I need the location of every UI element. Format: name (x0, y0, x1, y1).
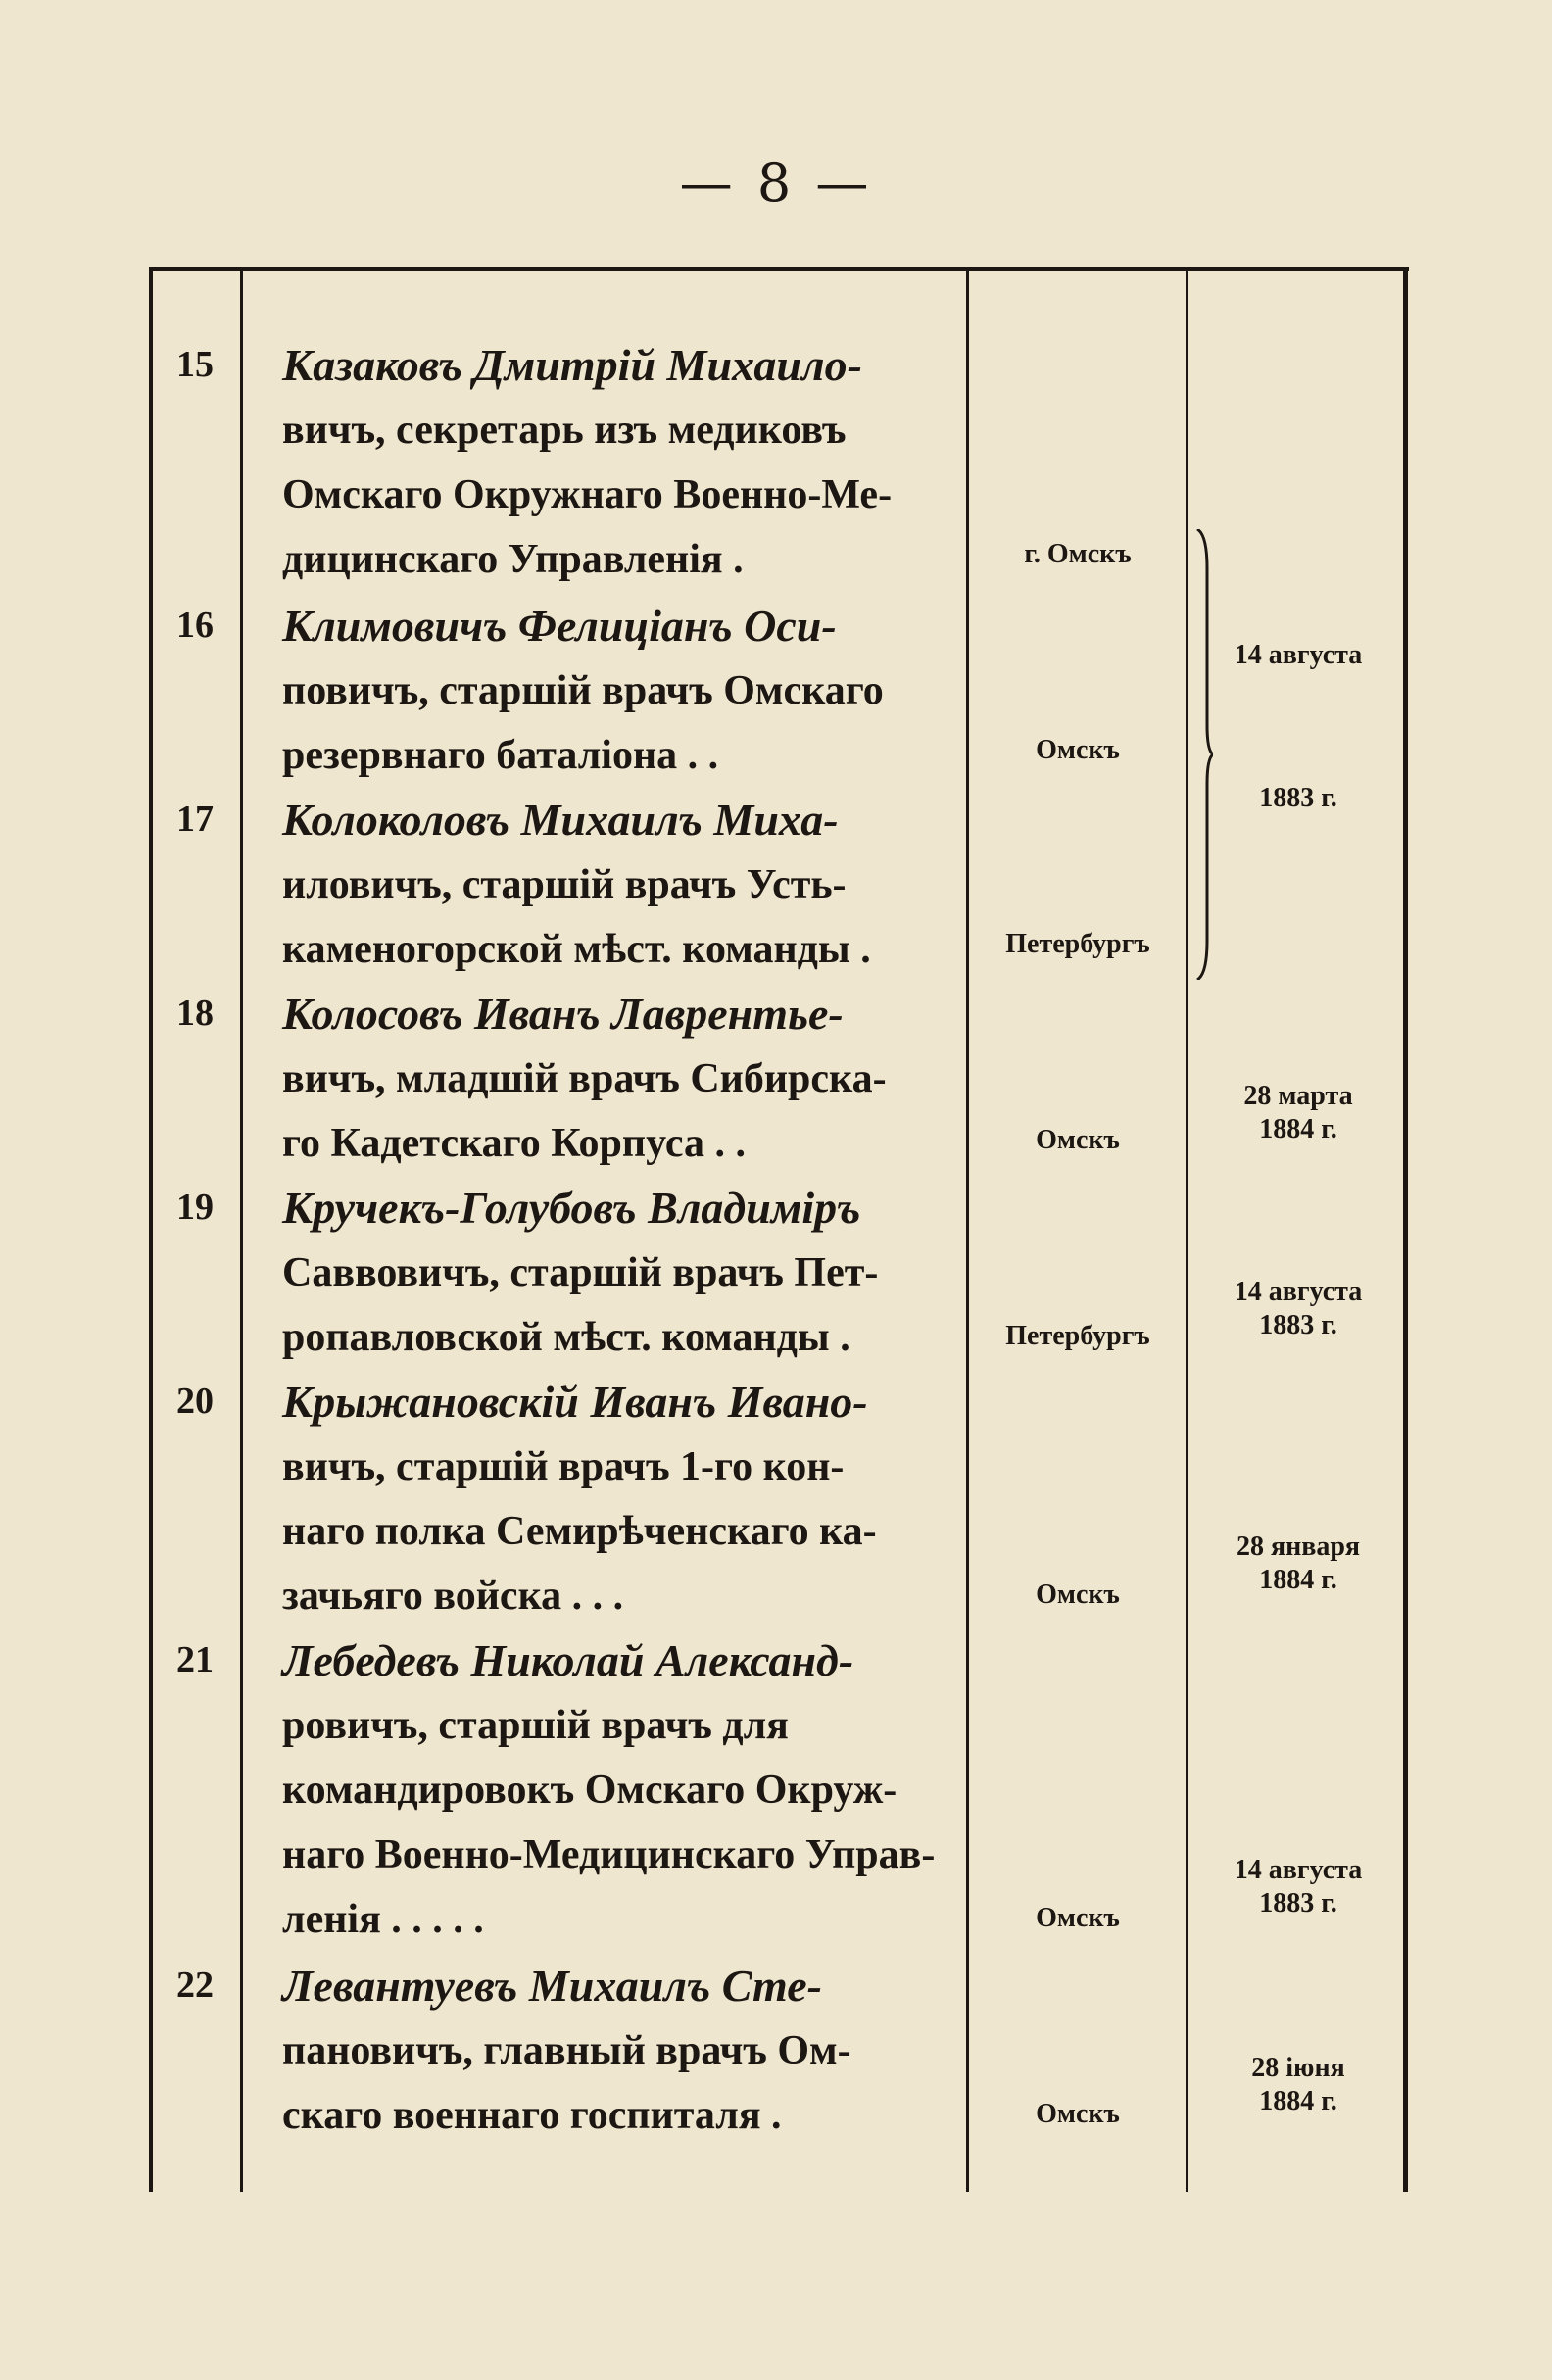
entry-place: Омскъ (1036, 1125, 1120, 1155)
entry-date-line: 28 іюня (1251, 2053, 1345, 2083)
entry-number: 19 (176, 1187, 214, 1228)
entry-number: 20 (176, 1381, 214, 1422)
entry-name-line: Колосовъ Иванъ Лаврентье- (282, 989, 844, 1039)
entry-place: Омскъ (1036, 735, 1120, 765)
column-rule-number (240, 267, 243, 2192)
entry-number: 18 (176, 993, 214, 1034)
entry-text-line: повичъ, старшій врачъ Омскаго (282, 668, 884, 713)
entry-date-line: 1884 г. (1259, 1565, 1337, 1595)
group-date: 14 августа 1883 г. (1234, 640, 1363, 813)
entry-name-line: Левантуевъ Михаилъ Сте- (282, 1961, 822, 2011)
entry-text-line: Саввовичъ, старшій врачъ Пет- (282, 1250, 879, 1295)
entry-text-line: наго Военно-Медицинскаго Управ- (282, 1832, 936, 1877)
entry-name-line: Крыжановскій Иванъ Ивано- (282, 1377, 868, 1427)
register-table (149, 267, 1409, 2192)
entry-text-line: Омскаго Окружнаго Военно-Ме- (282, 472, 893, 517)
entry-place: г. Омскъ (1024, 539, 1132, 569)
entry-date-line: 1883 г. (1259, 1888, 1337, 1919)
entry-place: Омскъ (1036, 1903, 1120, 1933)
entry-text-line: скаго военнаго госпиталя . (282, 2093, 782, 2138)
entry-text-line: го Кадетскаго Корпуса . . (282, 1121, 746, 1166)
entry-date-line: 1884 г. (1259, 2086, 1337, 2116)
entry-text-line: ровичъ, старшій врачъ для (282, 1703, 789, 1748)
entry-text-line: иловичъ, старшій врачъ Усть- (282, 862, 847, 907)
entry-place: Петербургъ (1005, 1321, 1150, 1351)
entry-date-line: 14 августа (1234, 1855, 1363, 1885)
entry-date (1188, 1276, 1409, 1342)
entry-date-line: 1884 г. (1259, 1114, 1337, 1144)
entry-text-line: наго полка Семирѣченскаго ка- (282, 1509, 877, 1554)
entry-text-line: дицинскаго Управленія . (282, 537, 744, 582)
entry-text-line: пановичъ, главный врачъ Ом- (282, 2028, 851, 2073)
entry-date-line: 1883 г. (1259, 1310, 1337, 1340)
entry-date (1188, 2052, 1409, 2118)
entry-place: Омскъ (1036, 1579, 1120, 1610)
entry-name-line: Колоколовъ Михаилъ Миха- (282, 795, 839, 845)
entry-text-line: каменогорской мѣст. команды . (282, 927, 871, 972)
entry-name-line: Лебедевъ Николай Александ- (282, 1635, 854, 1685)
entry-date-line: 14 августа (1234, 1277, 1363, 1307)
left-border (149, 267, 153, 2192)
entry-date-line: 28 января (1236, 1531, 1361, 1562)
entry-number: 22 (176, 1965, 214, 2006)
entry-number: 16 (176, 605, 214, 646)
entry-place: Омскъ (1036, 2099, 1120, 2129)
entry-text-line: вичъ, младшій врачъ Сибирска- (282, 1056, 887, 1101)
entry-number: 15 (176, 344, 214, 385)
entry-date (1188, 1854, 1409, 1920)
entry-text-line: резервнаго баталіона . . (282, 733, 719, 778)
page-number: — 8 — (679, 152, 873, 214)
entry-number: 21 (176, 1639, 214, 1680)
entry-date (1188, 1530, 1409, 1597)
entry-name-line: Казаковъ Дмитрій Михаило- (282, 340, 862, 390)
entry-date-line: 28 марта (1243, 1081, 1353, 1111)
entry-text-line: вичъ, старшій врачъ 1-го кон- (282, 1444, 845, 1489)
entry-number: 17 (176, 799, 214, 840)
entry-name-line: Климовичъ Фелиціанъ Оси- (282, 601, 837, 651)
top-rule (149, 267, 1409, 271)
entry-text-line: ропавловской мѣст. команды . (282, 1315, 850, 1360)
entry-text-line: зачьяго войска . . . (282, 1574, 624, 1619)
entry-name-line: Кручекъ-Голубовъ Владиміръ (282, 1183, 861, 1233)
entry-text-line: вичъ, секретарь изъ медиковъ (282, 408, 847, 453)
entry-date (1188, 1080, 1409, 1146)
entry-place: Петербургъ (1005, 929, 1150, 959)
entry-text-line: командировокъ Омскаго Окруж- (282, 1768, 897, 1813)
entry-text-line: ленія . . . . . (282, 1897, 484, 1942)
